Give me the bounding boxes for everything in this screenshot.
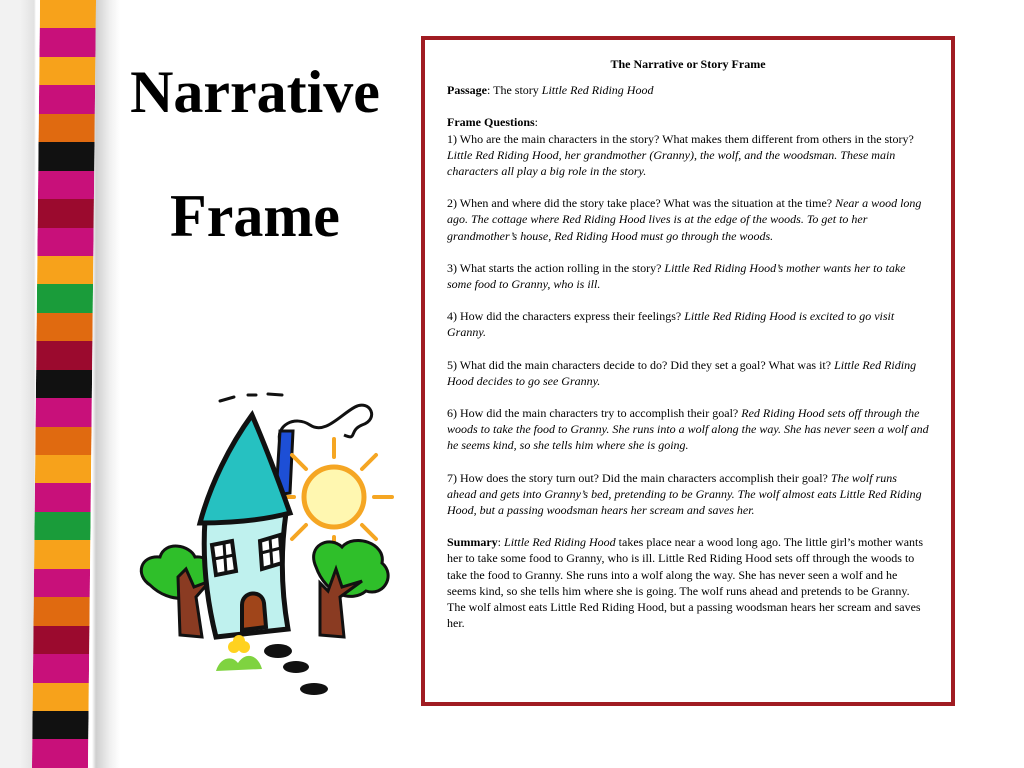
stripe-band [34, 540, 90, 568]
stripe-band [39, 85, 95, 113]
stripe-band [35, 455, 91, 483]
stripe-band [33, 626, 89, 654]
sun-icon [276, 439, 392, 555]
stripe-band [38, 199, 94, 227]
stripe-band [33, 597, 89, 625]
question-item [447, 131, 929, 180]
answer-text: Little Red Riding Hood’s mother wants her to take some food to Granny, who is ill. [447, 260, 906, 292]
question-item [447, 195, 929, 244]
stripe-band [36, 341, 92, 369]
question-text: 6) How did the main characters try to accomplish their goal? [447, 406, 742, 421]
question-text: 2) When and where did the story take place? What was the situation at the time? [447, 196, 836, 211]
frame-title: The Narrative or Story Frame [610, 57, 766, 71]
question-item [447, 357, 929, 389]
stripe-band [35, 427, 91, 455]
slide-title-line2: Frame [170, 183, 340, 249]
story-frame-content [447, 56, 929, 647]
stripe-band [34, 569, 90, 597]
question-text: 4) How did the characters express their feelings? [447, 309, 685, 324]
stripe-band [32, 711, 88, 739]
passage-text: The story [490, 83, 542, 98]
question-text: 5) What did the main characters decide to do? Did they set a goal? What was it? [447, 357, 835, 372]
house-clipart [130, 385, 400, 705]
slide-title-line1: Narrative [130, 59, 380, 125]
summary-paragraph [447, 534, 929, 631]
stripe-band [40, 0, 96, 28]
stripe-band [35, 483, 91, 511]
answer-text: Near a wood long ago. The cottage where Red Riding Hood lives is at the edge of the woods. To get to her grandmother’s house, Red Riding Hood must go through the woods. [447, 196, 922, 243]
stripe-band [37, 228, 93, 256]
stripe-band [38, 142, 94, 170]
answer-text: The wolf runs ahead and gets into Granny’s bed, pretending to be Granny. The wolf almost eats Little Red Riding Hood, but a passing woodsman hears her scream and saves her. [447, 470, 922, 518]
passage-line [447, 82, 929, 98]
stripe-band [34, 512, 90, 540]
stripe-band [39, 57, 95, 85]
questions-label: Frame Questions [447, 115, 535, 130]
question-item [447, 470, 929, 519]
frame-questions [447, 114, 929, 518]
question-text: 1) Who are the main characters in the story? What makes them different from others in the story? [447, 131, 914, 146]
summary-text: takes place near a wood long ago. The little girl’s mother wants her to take some food to Granny, who is ill. Little Red Riding Hood sets off through the woods to take the food to Granny. She runs into a wolf along the way. She has never seen a wolf and he seems kind, so she tells him where she is going. The wolf runs ahead and pretends to be Granny. The wolf almost eats Little Red Riding Hood, but a passing woodsman hears her scream and saves her. [447, 535, 924, 631]
stripe-band [33, 654, 89, 682]
tree-icon [141, 546, 212, 637]
answer-text: Little Red Riding Hood, her grandmother (Granny), the wolf, and the woodsman. These main characters all play a big role in the story. [447, 147, 896, 179]
passage-story: Little Red Riding Hood [541, 83, 654, 98]
questions-colon: : [534, 115, 538, 130]
stripe-band [38, 171, 94, 199]
flower-icon [216, 635, 262, 671]
question-text: 7) How does the story turn out? Did the main characters accomplish their goal? [447, 470, 831, 485]
stripe-band [37, 284, 93, 312]
stripe-band [39, 114, 95, 142]
answer-text: Little Red Riding Hood decides to go see Granny. [447, 357, 917, 388]
tree-icon [314, 540, 389, 637]
question-item [447, 308, 929, 340]
stripe-band [39, 28, 95, 56]
stripe-band [36, 313, 92, 341]
stripe-band [37, 256, 93, 284]
questions-heading [447, 114, 929, 130]
summary-colon: : [497, 535, 505, 550]
decorative-stripe-column [32, 0, 96, 768]
summary-label: Summary [447, 535, 498, 550]
question-text: 3) What starts the action rolling in the story? [447, 260, 665, 275]
story-frame-box [421, 36, 955, 706]
summary-story: Little Red Riding Hood [504, 535, 616, 550]
stripe-band [36, 370, 92, 398]
answer-text: Red Riding Hood sets off through the woods to take the food to Granny. She runs into a wolf along the way. She has never seen a wolf and he seems kind, so she tells him where she is going. [447, 406, 929, 453]
question-item [447, 405, 929, 454]
stripe-band [32, 739, 88, 767]
question-item [447, 260, 929, 292]
passage-label: Passage [447, 83, 487, 98]
passage-colon: : [487, 83, 491, 98]
stripe-band [33, 683, 89, 711]
stripe-band [36, 398, 92, 426]
answer-text: Little Red Riding Hood is excited to go visit Granny. [447, 309, 895, 340]
